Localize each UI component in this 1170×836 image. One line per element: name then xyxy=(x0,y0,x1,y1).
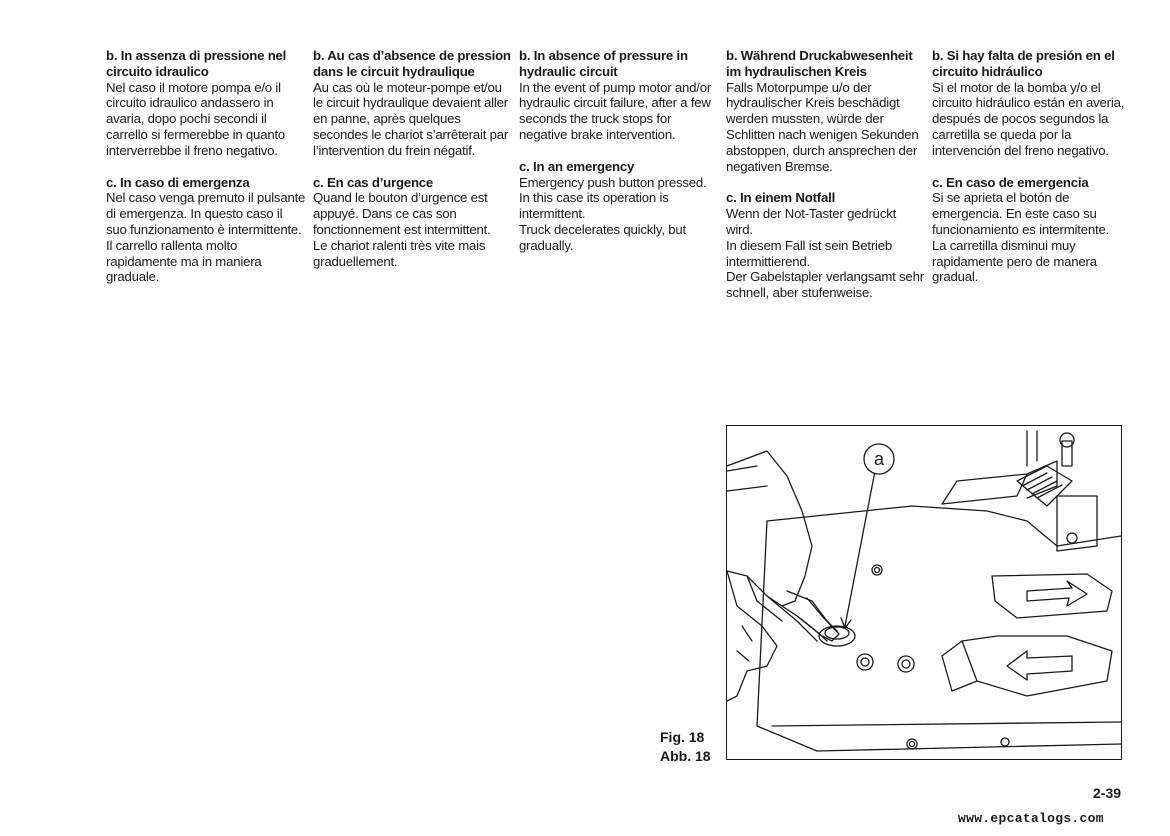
section-heading: c. In an emergency xyxy=(519,158,635,174)
section-b xyxy=(519,48,719,143)
section-c xyxy=(313,175,513,270)
figure-illustration xyxy=(726,425,1122,760)
emergency-button-drawing xyxy=(727,426,1121,759)
section-heading: b. Während Druckabwesenheit im hydraulischen Kreis xyxy=(726,48,913,79)
section-c xyxy=(106,175,306,286)
section-body: Wenn der Not-Taster gedrückt wird. In diesem Fall ist sein Betrieb intermittierend. Der Gabelstapler verlangsamt sehr schnell, aber stufenweise. xyxy=(726,206,924,301)
section-body: Emergency push button pressed. In this case its operation is intermittent. Truck decelerates quickly, but gradually. xyxy=(519,174,707,253)
column-spanish xyxy=(932,48,1132,301)
page-number: 2-39 xyxy=(1093,785,1122,801)
column-french xyxy=(313,48,513,285)
figure-label-italian: Fig. 18 xyxy=(660,729,705,745)
section-body: In the event of pump motor and/or hydraulic circuit failure, after a few seconds the truck stops for negative brake intervention. xyxy=(519,79,712,142)
section-body: Au cas où le moteur-pompe et/ou le circuit hydraulique devaient aller en panne, après quelques secondes le chariot s’arrêterait par l’intervention du frein négatif. xyxy=(313,79,509,158)
section-heading: b. In absence of pressure in hydraulic circuit xyxy=(519,48,688,79)
section-b xyxy=(106,48,306,159)
section-body: Nel caso venga premuto il pulsante di emergenza. In questo caso il suo funzionamento è intermittente. Il carrello rallenta molto rapidamente ma in maniera graduale. xyxy=(106,190,306,285)
section-body: Quand le bouton d’urgence est appuyé. Dans ce cas son fonctionnement est intermittent. Le chariot ralenti très vite mais graduellement. xyxy=(313,190,491,269)
section-c xyxy=(932,175,1132,286)
section-b xyxy=(726,48,926,174)
figure-label-german: Abb. 18 xyxy=(660,748,711,764)
section-heading: c. En caso de emergencia xyxy=(932,174,1089,190)
section-body: Nel caso il motore pompa e/o il circuito idraulico andassero in avaria, dopo pochi secondi il carrello si fermerebbe in quanto interverrebbe il freno negativo. xyxy=(106,79,286,158)
section-heading: c. In einem Notfall xyxy=(726,190,836,206)
column-english xyxy=(519,48,719,270)
section-heading: c. In caso di emergenza xyxy=(106,174,250,190)
column-german xyxy=(726,48,926,317)
section-b xyxy=(932,48,1132,159)
section-body: Si se aprieta el botón de emergencia. En este caso su funcionamiento es intermitente. La carretilla disminui muy rapidamente pero de manera gradual. xyxy=(932,190,1110,285)
section-b xyxy=(313,48,513,159)
section-heading: b. In assenza di pressione nel circuito idraulico xyxy=(106,48,287,79)
section-body: Falls Motorpumpe u/o der hydraulischer Kreis beschädigt werden mussten, würde der Schlitten nach wenigen Sekunden abstoppen, durch ansprechen der negativen Bremse. xyxy=(726,79,919,174)
section-heading: b. Si hay falta de presión en el circuito hidráulico xyxy=(932,48,1115,79)
section-c xyxy=(519,159,719,254)
section-heading: c. En cas d’urgence xyxy=(313,174,434,190)
section-heading: b. Au cas d’absence de pression dans le circuit hydraulique xyxy=(313,48,511,79)
column-italian xyxy=(106,48,306,301)
section-body: Si el motor de la bomba y/o el circuito hidráulico están en averia, después de pocos segundos la carretilla se queda por la intervención del freno negativo. xyxy=(932,79,1125,158)
watermark-website: www.epcatalogs.com xyxy=(958,811,1104,826)
section-c xyxy=(726,190,926,301)
callout-label: a xyxy=(873,449,885,469)
